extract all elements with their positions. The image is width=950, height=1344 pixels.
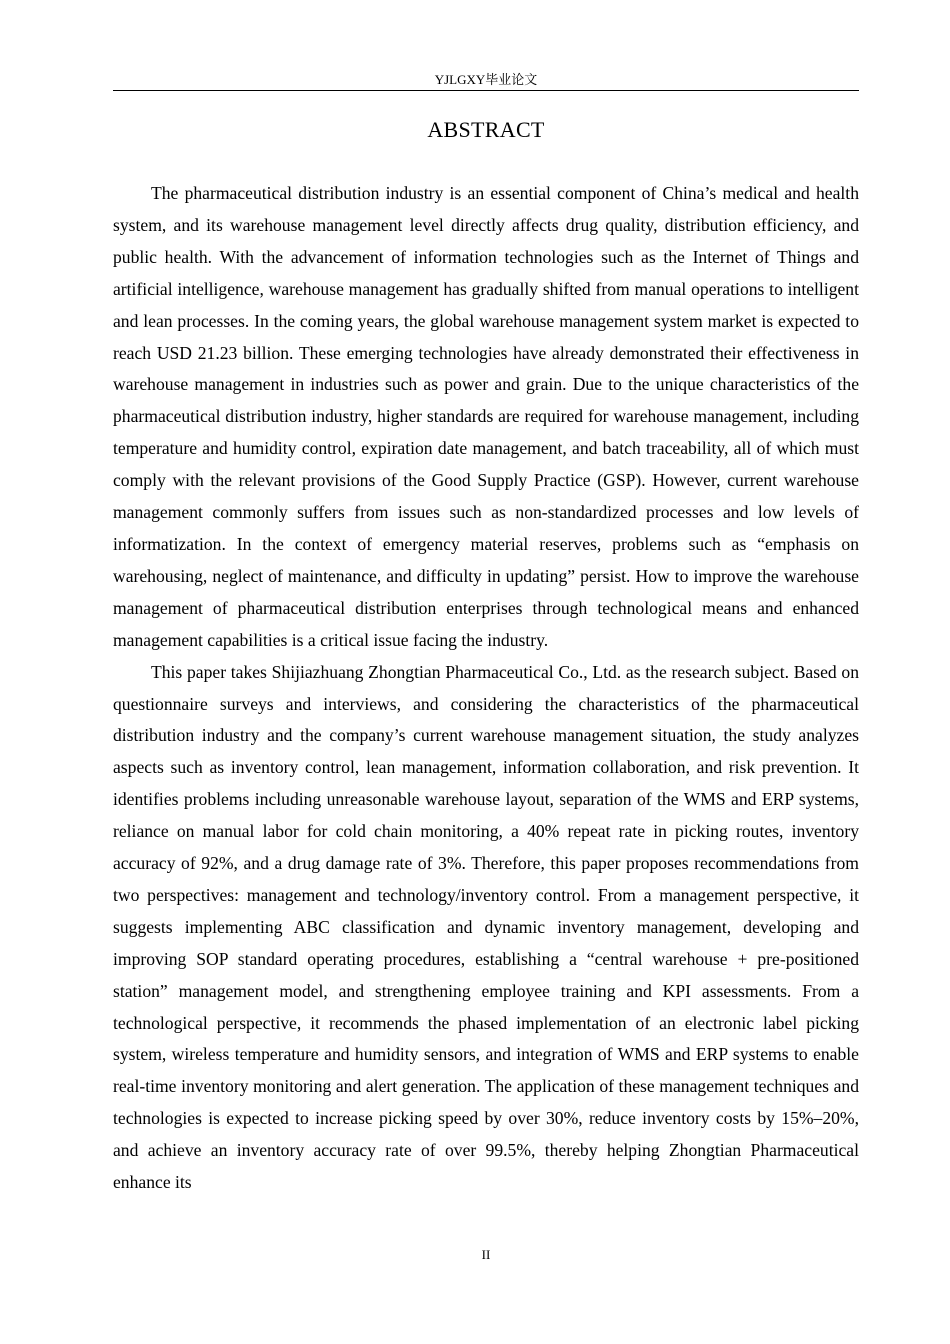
- page-number: II: [481, 1247, 491, 1262]
- abstract-paragraph-1: The pharmaceutical distribution industry is an essential component of China’s medical and health system, and its warehouse management level directly affects drug quality, distribution efficiency, and public health. With the advancement of information technologies such as the Internet of Things and artificial intelligence, warehouse management has gradually shifted from manual operations to intelligent and lean processes. In the coming years, the global warehouse management system market is expected to reach USD 21.23 billion. These emerging technologies have already demonstrated their effectiveness in warehouse management in industries such as power and grain. Due to the unique characteristics of the pharmaceutical distribution industry, higher standards are required for warehouse management, including temperature and humidity control, expiration date management, and batch traceability, all of which must comply with the relevant provisions of the Good Supply Practice (GSP). However, current warehouse management commonly suffers from issues such as non-standardized processes and low levels of informatization. In the context of emergency material reserves, problems such as “emphasis on warehousing, neglect of maintenance, and difficulty in updating” persist. How to improve the warehouse management of pharmaceutical distribution enterprises through technological means and enhanced management capabilities is a critical issue facing the industry.: [113, 183, 859, 650]
- abstract-title: ABSTRACT: [427, 117, 545, 142]
- running-header: [113, 72, 859, 91]
- abstract-body: [113, 178, 859, 1199]
- abstract-paragraph-2: This paper takes Shijiazhuang Zhongtian Pharmaceutical Co., Ltd. as the research subject. Based on questionnaire surveys and interviews, and considering the characteristics of the pharmaceutical distribution industry and the company’s current warehouse management situation, the study analyzes aspects such as inventory control, lean management, information collaboration, and risk prevention. It identifies problems including unreasonable warehouse layout, separation of the WMS and ERP systems, reliance on manual labor for cold chain monitoring, a 40% repeat rate in picking routes, inventory accuracy of 92%, and a drug damage rate of 3%. Therefore, this paper proposes recommendations from two perspectives: management and technology/inventory control. From a management perspective, it suggests implementing ABC classification and dynamic inventory management, developing and improving SOP standard operating procedures, establishing a “central warehouse + pre-positioned station” management model, and strengthening employee training and KPI assessments. From a technological perspective, it recommends the phased implementation of an electronic label picking system, wireless temperature and humidity sensors, and integration of WMS and ERP systems to enable real-time inventory monitoring and alert generation. The application of these management techniques and technologies is expected to increase picking speed by over 30%, reduce inventory costs by 15%–20%, and achieve an inventory accuracy rate of over 99.5%, thereby helping Zhongtian Pharmaceutical enhance its: [113, 661, 859, 1193]
- running-header-text: YJLGXY毕业论文: [434, 72, 538, 87]
